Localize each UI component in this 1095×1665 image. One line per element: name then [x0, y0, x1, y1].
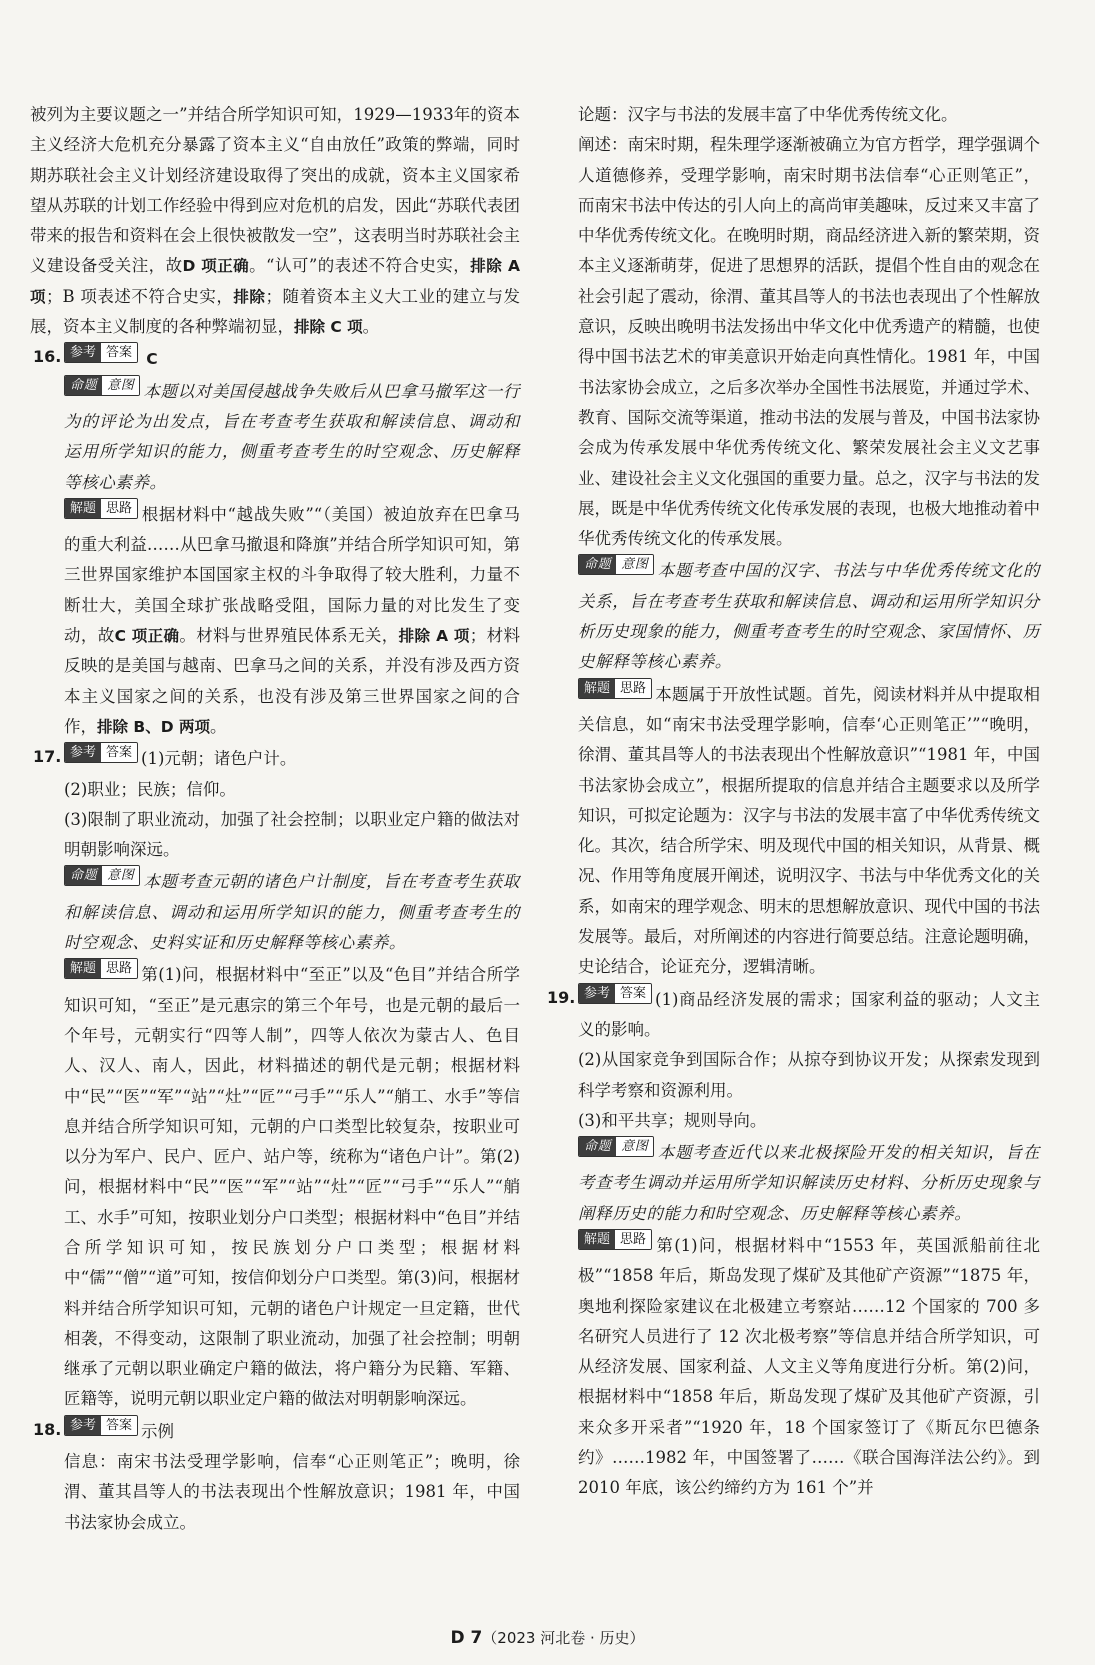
- q16-answer-value: C: [146, 350, 158, 369]
- q18-thinking: 解题 思路 本题属于开放性试题。首先，阅读材料并从中提取相关信息，如“南宋书法受理学影响，信奉‘心正则笔正’”“晚明，徐渭、董其昌等人的书法表现出个性解放意识”“1981 年，中国书法家协会成立”，根据所提取的信息并结合主题要求以及所学知识，可拟定论题为：汉字与书法的发展丰富了中华优秀传统文化。其次，结合所学宋、明及现代中国的相关知识，从背景、概况、作用等角度展开阐述，说明汉字、书法与中华优秀文化的关系，如南宋的理学观念、明末的思想解放意识、现代中国的书法发展等。最后，对所阐述的内容进行简要总结。注意论题明确，史论结合，论证充分，逻辑清晰。: [578, 678, 1040, 983]
- q17-number: 17.: [33, 747, 62, 767]
- page-number: D 7: [450, 1628, 483, 1648]
- q16-thinking: 解题 思路 根据材料中“越战失败”“（美国）被迫放弃在巴拿马的重大利益……从巴拿马撤退和降旗”并结合所学知识可知，第三世界国家维护本国国家主权的斗争取得了较大胜利，力量不断壮大，美国全球扩张战略受阻，国际力量的对比发生了变动，故C 项正确。材料与世界殖民体系无关，排除 A 项；材料反映的是美国与越南、巴拿马之间的关系，并没有涉及西方资本主义国家之间的关系，也没有涉及第三世界国家之间的合作，排除 B、D 两项。: [30, 498, 520, 742]
- q19-answer-3: (3)和平共享；规则导向。: [578, 1110, 767, 1130]
- q16-number: 16.: [33, 347, 62, 367]
- intent-tag: 命题 意图: [64, 375, 140, 396]
- q18-number: 18.: [33, 1419, 62, 1439]
- q19-answer: 19. 参考 答案 (1)商品经济发展的需求；国家利益的驱动；人文主义的影响。: [544, 983, 1040, 1046]
- q18-answer: 18. 参考 答案 示例: [30, 1415, 520, 1447]
- intent-tag: 命题 意图: [578, 1136, 654, 1157]
- q19-answer-2: (2)从国家竞争到国际合作；从掠夺到协议开发；从探索发现到科学考察和资源利用。: [578, 1050, 1040, 1100]
- intent-tag: 命题 意图: [578, 554, 654, 575]
- q17-answer: 17. 参考 答案 (1)元朝；诸色户计。: [30, 742, 520, 774]
- q17-answer-2: (2)职业；民族；信仰。: [64, 779, 236, 799]
- page-footer: [0, 1627, 1095, 1648]
- q18-info: 信息：南宋书法受理学影响，信奉“心正则笔正”；晚明，徐渭、董其昌等人的书法表现出个性解放意识；1981 年，中国书法家协会成立。: [64, 1452, 520, 1532]
- right-column: [547, 100, 1040, 1504]
- thinking-tag: 解题 思路: [64, 498, 138, 519]
- q17-thinking: 解题 思路 第(1)问，根据材料中“至正”以及“色目”并结合所学知识可知，“至正”是元惠宗的第三个年号，也是元朝的最后一个年号，元朝实行“四等人制”，四等人依次为蒙古人、色目人、汉人、南人，因此，材料描述的朝代是元朝；根据材料中“民”“医”“军”“站”“灶”“匠”“弓手”“乐人”“艄工、水手”等信息并结合所学知识可知，元朝的户口类型比较复杂，按职业可以分为军户、民户、匠户、站户等，统称为“诸色户计”。第(2)问，根据材料中“民”“医”“军”“站”“灶”“匠”“弓手”“乐人”“艄工、水手”可知，按职业划分户口类型；根据材料中“色目”并结合所学知识可知，按民族划分户口类型；根据材料中“儒”“僧”“道”可知，按信仰划分户口类型。第(3)问，根据材料并结合所学知识可知，元朝的诸色户计规定一旦定籍，世代相袭，不得变动，这限制了职业流动，加强了社会控制；明朝继承了元朝以职业确定户籍的做法，将户籍分为民籍、军籍、匠籍等，说明元朝以职业定户籍的做法对明朝影响深远。: [30, 958, 520, 1414]
- paragraph-15-continued: 被列为主要议题之一”并结合所学知识可知，1929—1933年的资本主义经济大危机充分暴露了资本主义“自由放任”政策的弊端，同时期苏联社会主义计划经济建设取得了突出的成就，资本主义国家希望从苏联的计划工作经验中得到应对危机的启发，因此“苏联代表团带来的报告和资料在会上很快被散发一空”，这表明当时苏联社会主义建设备受关注，故D 项正确。“认可”的表述不符合史实，排除 A 项；B 项表述不符合史实，排除；随着资本主义大工业的建立与发展，资本主义制度的各种弊端初显，排除 C 项。: [30, 105, 521, 337]
- thinking-tag: 解题 思路: [578, 1229, 652, 1250]
- q16-intent: 命题 意图 本题以对美国侵越战争失败后从巴拿马撤军这一行为的评论为出发点，旨在考查考生获取和解读信息、调动和运用所学知识的能力，侧重考查考生的时空观念、历史解释等核心素养。: [30, 375, 520, 498]
- thinking-tag: 解题 思路: [578, 678, 652, 699]
- q19-number: 19.: [547, 987, 576, 1007]
- q18-intent: 命题 意图 本题考查中国的汉字、书法与中华优秀传统文化的关系，旨在考查考生获取和解读信息、调动和运用所学知识分析历史现象的能力，侧重考查考生的时空观念、家国情怀、历史解释等核心素养。: [578, 554, 1040, 677]
- answer-tag: 参考 答案: [64, 742, 138, 763]
- answer-tag: 参考 答案: [64, 342, 138, 363]
- left-column: [30, 100, 520, 1538]
- q18-elaboration: 阐述：南宋时期，程朱理学逐渐被确立为官方哲学，理学强调个人道德修养，受理学影响，南宋时期书法信奉“心正则笔正”，而南宋书法中传达的引人向上的高尚审美趣味，反过来又丰富了中华优秀传统文化。在晚明时期，商品经济进入新的繁荣期，资本主义逐渐萌芽，促进了思想界的活跃，提倡个性自由的观念在社会引起了震动，徐渭、董其昌等人的书法也表现出了个性解放意识，反映出晚明书法发扬出中华文化中优秀遗产的精髓，也使得中国书法艺术的审美意识开始走向真性情化。1981 年，中国书法家协会成立，之后多次举办全国性书法展览，并通过学术、教育、国际交流等渠道，推动书法的发展与普及，中国书法家协会成为传承发展中华优秀传统文化、繁荣发展社会主义文艺事业、建设社会主义文化强国的重要力量。总之，汉字与书法的发展，既是中华优秀传统文化传承发展的表现，也极大地推动着中华优秀传统文化的传承发展。: [578, 135, 1040, 549]
- q19-thinking: 解题 思路 第(1)问，根据材料中“1553 年，英国派船前往北极”“1858 年后，斯岛发现了煤矿及其他矿产资源”“1875 年，奥地利探险家建议在北极建立考察站……12 个国家的 700 多名研究人员进行了 12 次北极考察”等信息并结合所学知识，可从经济发展、国家利益、人文主义等角度进行分析。第(2)问，根据材料中“1858 年后，斯岛发现了煤矿及其他矿产资源，引来众多开采者”“1920 年，18 个国家签订了《斯瓦尔巴德条约》……1982 年，中国签署了……《联合国海洋法公约》。到 2010 年底，该公约缔约方为 161 个”并: [578, 1229, 1040, 1504]
- q17-answer-3: (3)限制了职业流动，加强了社会控制；以职业定户籍的做法对明朝影响深远。: [64, 809, 520, 860]
- q16-answer: [30, 342, 520, 374]
- source-label: （2023 河北卷 · 历史）: [482, 1629, 645, 1647]
- answer-tag: 参考 答案: [578, 983, 652, 1004]
- q17-intent: 命题 意图 本题考查元朝的诸色户计制度，旨在考查考生获取和解读信息、调动和运用所学知识的能力，侧重考查考生的时空观念、史料实证和历史解释等核心素养。: [30, 865, 520, 958]
- intent-tag: 命题 意图: [64, 865, 140, 886]
- answer-tag: 参考 答案: [64, 1415, 138, 1436]
- q19-intent: 命题 意图 本题考查近代以来北极探险开发的相关知识，旨在考查考生调动并运用所学知识解读历史材料、分析历史现象与阐释历史的能力和时空观念、历史解释等核心素养。: [578, 1136, 1040, 1229]
- thinking-tag: 解题 思路: [64, 958, 138, 979]
- q18-topic: 论题：汉字与书法的发展丰富了中华优秀传统文化。: [578, 105, 958, 124]
